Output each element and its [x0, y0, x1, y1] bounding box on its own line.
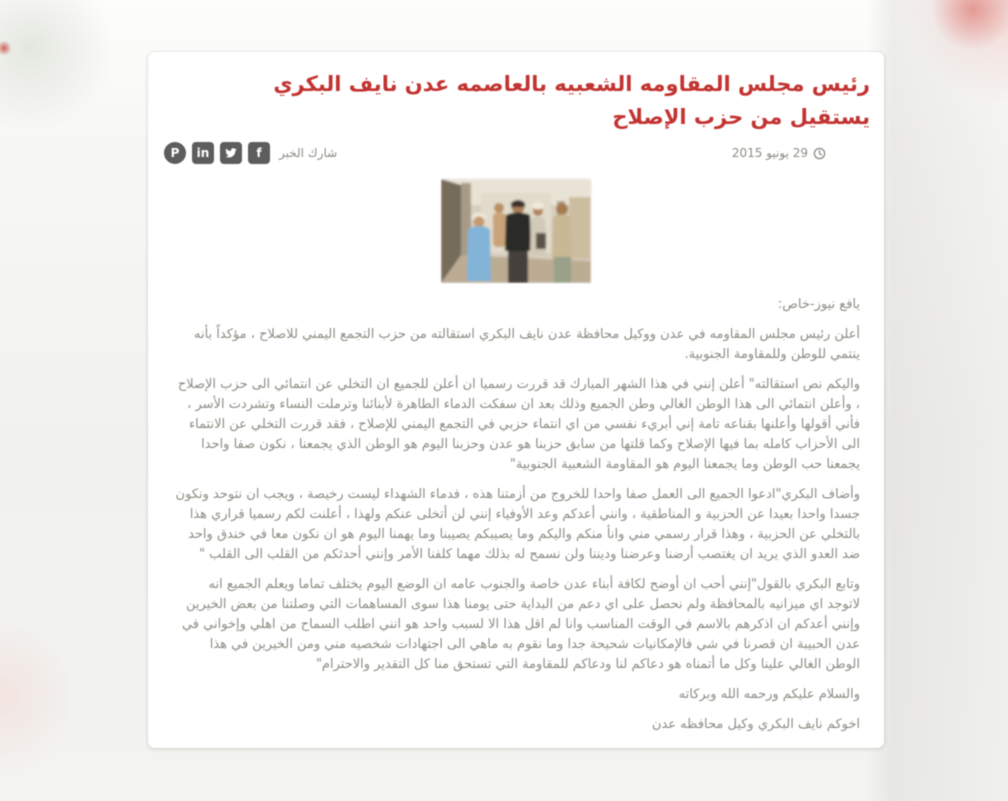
publish-date-text: 29 يونيو 2015 — [731, 146, 808, 160]
article-body — [148, 295, 884, 735]
article-closing-salutation: والسلام عليكم ورحمه الله وبركاته — [678, 687, 860, 702]
article-paragraph-1: أعلن رئيس مجلس المقاومه في عدن ووكيل محافظة عدن نايف البكري استقالته من حزب التجمع اليمني للاصلاح ، مؤكداً بأنه ينتمي للوطن وللمقاومة الجنوبية. — [194, 327, 860, 362]
pinterest-icon[interactable]: P — [164, 142, 186, 164]
twitter-icon[interactable] — [220, 142, 242, 164]
article-photo-image — [441, 179, 591, 283]
linkedin-icon[interactable]: in — [192, 142, 214, 164]
meta-row — [148, 141, 884, 165]
article-paragraph-4: وتابع البكري بالقول"إنني أحب ان أوضح لكافة أبناء عدن خاصة والجنوب عامه ان الوضع اليوم يختلف تماما ويعلم الجميع انه لاتوجد اي ميزانيه بالمحافظة ولم نحصل على اي دعم من البداية حتى يومنا هذا سوى المساهمات التي وصلتنا من بعض الخيرين وإنني أعدكم ان اذكرهم بالاسم في الوقت المناسب وانا لم اقل هذا الا لسبب واحد هو انني اطلب السماح من اهلي وإخواني في عدن الحبيبة ان قصرنا في شي فالإمكانيات شحيحة جدا وما نقوم به ماهي الى اجتهادات شخصيه مني ومن الخيرين في هذا الوطن الغالي علينا وكل ما أتمناه هو دعاكم لنا ودعاكم للمقاومة التي تستحق منا كل التقدير والاحترام" — [181, 577, 860, 672]
share-bar — [164, 142, 337, 164]
article-byline: يافع نيوز-خاص: — [777, 297, 860, 312]
share-label: شارك الخبر — [279, 146, 338, 160]
facebook-icon[interactable]: f — [248, 142, 270, 164]
twitter-bird-glyph — [224, 146, 238, 160]
publish-date — [732, 146, 826, 160]
clock-icon — [813, 147, 826, 160]
share-icons — [164, 142, 270, 164]
article-signature: اخوكم نايف البكري وكيل محافظه عدن — [651, 717, 860, 732]
article-paragraph-2: واليكم نص استقالته" أعلن إنني في هذا الشهر المبارك قد قررت رسميا ان أعلن للجميع ان التخلي عن انتمائي الى حزب الإصلاح ، وأعلن انتمائي الى هذا الوطن الغالي وطن الجميع وذلك بعد ان سفكت الدماء الطاهرة لأبنائنا وترملت النساء وتشردت الأسر ، فأني أقولها وأعلنها بقناعه تامة إني أبريء نفسي من اي انتماء حزبي في التجمع اليمني للإصلاح ، فقد قررت التخلي عن الانتماء الى الأحزاب كامله بما فيها الإصلاح وكما قلتها من سابق حزبنا هو عدن وحزبنا اليوم هو الوطن الذي يجمعنا ، نكون صفا واحدا يجمعنا حب الوطن وما يجمعنا اليوم هو المقاومة الشعبية الجنوبية" — [177, 377, 860, 472]
article-paragraph-3: وأضاف البكري"ادعوا الجميع الى العمل صفا واحدا للخروج من أزمتنا هذه ، فدماء الشهداء ليست رخيصة ، ويجب ان نتوحد ونكون جسدا واحدا بعيدا عن الحزبية و المناطقية ، وانني أعدكم وعد الأوفياء إنني لن أتخلى عنكم ولهذا ، أعلنت لكم رسميا قراري هذا بالتخلي عن الحزبية ، وهذا قرار رسمي مني وانأ منكم واليكم وما يصيبكم يصيبنا وما يهمنا اليوم هو ان نكون معا في خندق واحد ضد العدو الذي يريد ان يغتصب أرضنا وعرضنا وديننا ولن نسمح له بذلك مهما كلفنا الأمر وإنني أحدثكم من القلب الى القلب " — [175, 487, 860, 562]
article-title: رئيس مجلس المقاومه الشعبيه بالعاصمه عدن نايف البكري يستقيل من حزب الإصلاح — [273, 72, 870, 129]
article-card — [148, 52, 884, 748]
article-photo — [441, 179, 591, 283]
